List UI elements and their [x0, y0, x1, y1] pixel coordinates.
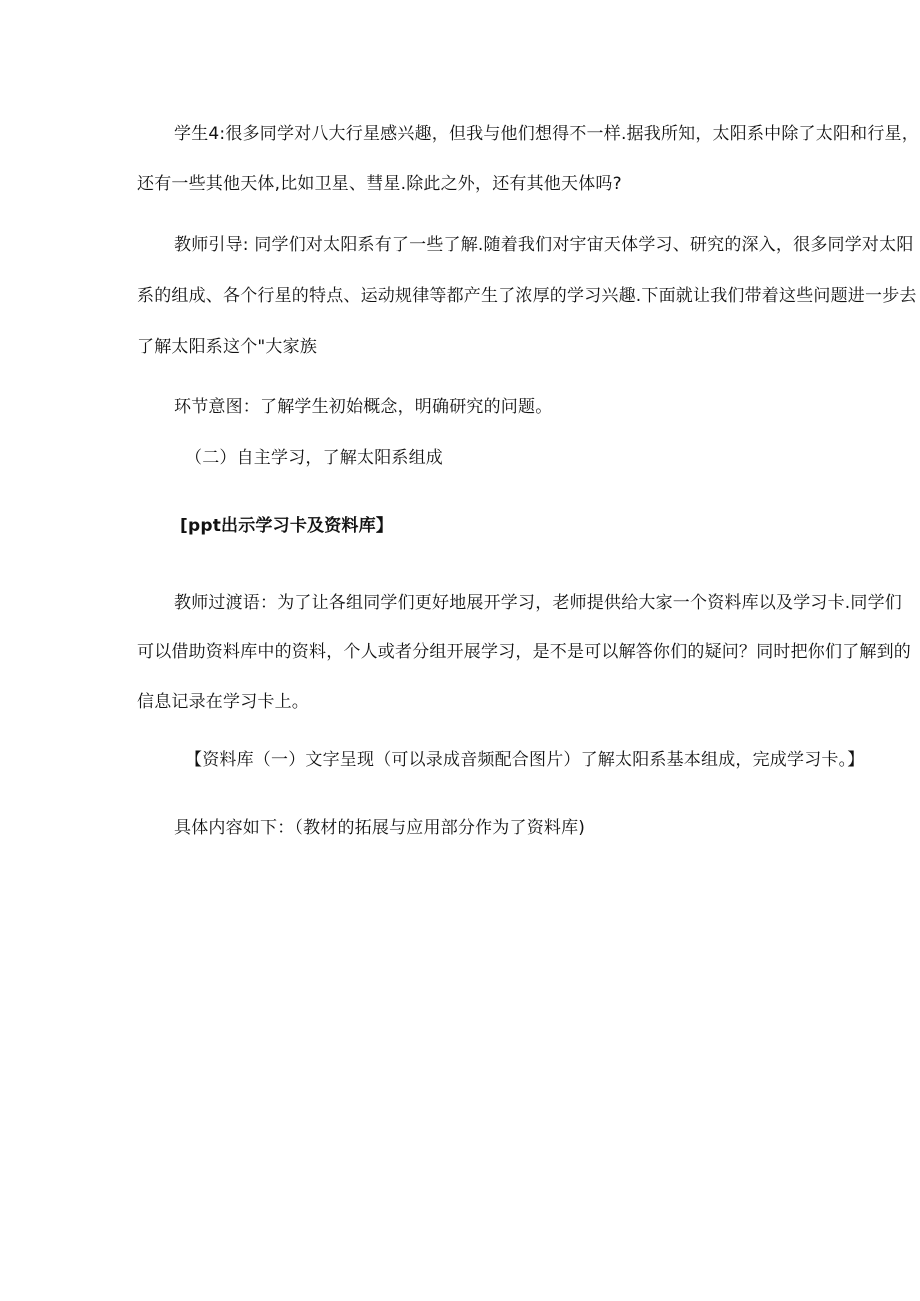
paragraph-student4-line2: 还有一些其他天体,比如卫星、彗星.除此之外，还有其他天体吗? — [137, 174, 622, 194]
paragraph-transition-line2: 可以借助资料库中的资料，个人或者分组开展学习，是不是可以解答你们的疑问？同时把你们了解到的 — [137, 642, 911, 662]
paragraph-transition-line1: 教师过渡语：为了让各组同学们更好地展开学习，老师提供给大家一个资料库以及学习卡.同学们 — [174, 593, 903, 613]
paragraph-teacher-guide-line3: 了解太阳系这个"大家族 — [137, 337, 318, 357]
resource-library-note: 【资料库（一）文字呈现（可以录成音频配合图片）了解太阳系基本组成，完成学习卡。】 — [185, 750, 865, 770]
ppt-note: [ppt出示学习卡及资料库】 — [180, 516, 394, 536]
paragraph-transition-line3: 信息记录在学习卡上。 — [137, 692, 309, 712]
paragraph-teacher-guide-line1: 教师引导: 同学们对太阳系有了一些了解.随着我们对宇宙天体学习、研究的深入，很多同学对太阳 — [174, 235, 914, 255]
paragraph-teacher-guide-line2: 系的组成、各个行星的特点、运动规律等都产生了浓厚的学习兴趣.下面就让我们带着这些问题进一步去 — [137, 286, 917, 306]
paragraph-intent: 环节意图：了解学生初始概念，明确研究的问题。 — [174, 397, 553, 417]
content-details: 具体内容如下：（教材的拓展与应用部分作为了资料库) — [174, 818, 586, 838]
section-heading: （二）自主学习，了解太阳系组成 — [185, 448, 443, 468]
paragraph-student4-line1: 学生4:很多同学对八大行星感兴趣，但我与他们想得不一样.据我所知，太阳系中除了太阳和行星， — [174, 124, 919, 144]
